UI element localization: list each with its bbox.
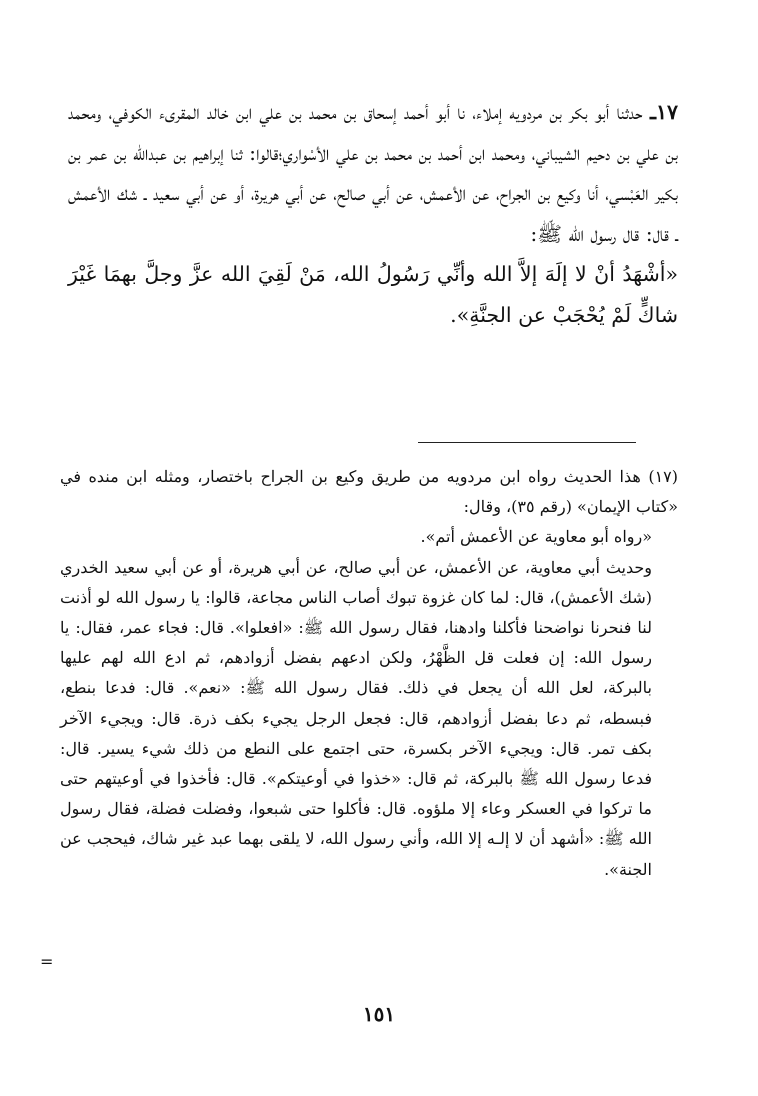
footnote-divider [418,442,636,443]
hadith-paragraph [68,92,678,254]
margin-mark: = [40,952,54,971]
footnote-quote: «رواه أبو معاوية عن الأعمش أتم». [420,527,652,547]
hadith-isnad-text: حدثنا أبو بكر بن مردويه إملاء، نا أبو أحمد إسحاق بن محمد بن علي ابن خالد المقرىء الكوفي، ومحمد بن علي بن دحيم الشيباني، ومحمد ابن أحمد بن محمد بن علي الأسْواري؛قالوا: ثنا إبراهيم بن عبدالله بن عمر بن بكير العَبْسي، أنا وكيع بن الجراح، عن الأعمش، عن أبي صالح، عن أبي هريرة، أو عن أبي سعيد ـ شك الأعمش ـ قال: قال رسول الله ﷺ: [68,100,678,246]
main-text-block [68,92,678,335]
hadith-number: ١٧ـ [649,100,678,124]
footnote-intro: (١٧) هذا الحديث رواه ابن مردويه من طريق وكيع بن الجراح باختصار، ومثله ابن منده في «كتاب الإيمان» (رقم ٣٥)، وقال: [60,467,678,517]
footnotes-block [60,462,678,885]
hadith-quote: «أشْهَدُ أنْ لا إلَهَ إلاَّ الله وأنِّي رَسُولُ الله، مَنْ لَقِيَ الله عزَّ وجلَّ بهمَا غَيْرَ شاكٍّ لَمْ يُحْجَبْ عن الجنَّةِ». [68,262,678,327]
page-number: ١٥١ [362,1002,396,1026]
footnote-body: وحديث أبي معاوية، عن الأعمش، عن أبي صالح، عن أبي هريرة، أو عن أبي سعيد الخدري (شك الأعمش)، قال: لما كان غزوة تبوك أصاب الناس مجاعة، قالوا: يا رسول الله لو أذنت لنا فنحرنا نواضحنا فأكلنا وادهنا، فقال رسول الله ﷺ: «افعلوا». قال: فجاء عمر، فقال: يا رسول الله: إن فعلت قل الظَّهْرُ، ولكن ادعهم بفضل أزوادهم، ثم ادع الله لهم عليها بالبركة، لعل الله أن يجعل في ذلك. فقال رسول الله ﷺ: «نعم». قال: فدعا بنطع، فبسطه، ثم دعا بفضل أزوادهم، قال: فجعل الرجل يجيء بكف ذرة. قال: ويجيء الآخر بكف تمر. قال: ويجيء الآخر بكسرة، حتى اجتمع على النطع من ذلك شيء يسير. قال: فدعا رسول الله ﷺ بالبركة، ثم قال: «خذوا في أوعيتكم». قال: فأخذوا في أوعيتهم حتى ما تركوا في العسكر وعاء إلا ملؤوه. قال: فأكلوا حتى شبعوا، وفضلت فضلة، فقال رسول الله ﷺ: «أشهد أن لا إلـه إلا الله، وأني رسول الله، لا يلقى بهما عبد غير شاك، فيحجب عن الجنة». [60,557,653,879]
